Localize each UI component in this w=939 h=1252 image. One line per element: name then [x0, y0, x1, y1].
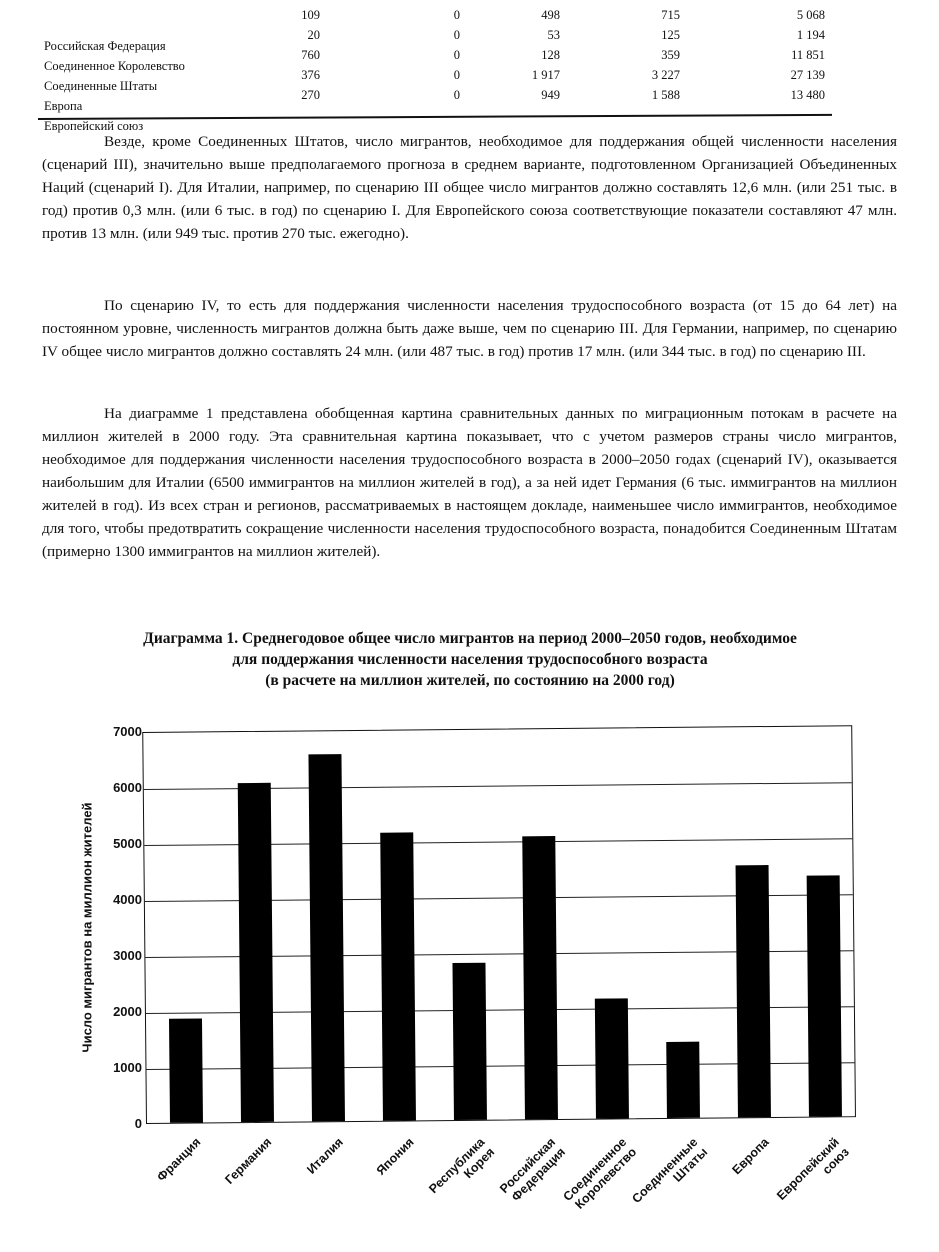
x-tick-label: Республика Корея — [426, 1135, 498, 1197]
x-tick-label: Европа — [729, 1135, 772, 1178]
bar-chart — [70, 715, 890, 1235]
table-row — [40, 46, 840, 73]
table-cell: 376 — [301, 68, 320, 82]
x-tick-label: Соединенные Штаты — [629, 1135, 711, 1207]
bar — [666, 1042, 700, 1118]
table-row — [40, 66, 840, 93]
table-row — [40, 86, 840, 113]
table-cell: 13 480 — [790, 88, 825, 102]
table-row — [40, 26, 840, 53]
paragraph-1: Везде, кроме Соединенных Штатов, число мигрантов, необходимое для поддержания общей численности населения (сценарий III), значительно выше предполагаемого прогноза в среднем варианте, подготовленном Организацией Объединенных Наций (сценарий I). Для Италии, например, по сценарию III общее число мигрантов должно составлять 12,6 млн. (или 251 тыс. в год) против 0,3 млн. (или 6 тыс. в год) по сценарию I. Для Европейского союза соответствующие показатели составляют 47 млн. против 13 млн. (или 949 тыс. против 270 тыс. ежегодно). — [42, 133, 897, 242]
y-axis-label: Число мигрантов на миллион жителей — [79, 802, 95, 1053]
table-cell: 53 — [547, 28, 560, 42]
plot-area — [142, 725, 856, 1124]
y-tick-label: 1000 — [113, 1060, 142, 1075]
caption-line-1: Диаграмма 1. Среднегодовое общее число мигрантов на период 2000–2050 годов, необходимое — [143, 630, 797, 647]
bar — [595, 998, 629, 1119]
table-cell: 5 068 — [796, 8, 825, 22]
y-tick-label: 5000 — [113, 836, 142, 851]
figure-caption — [60, 628, 880, 691]
table-cell: 760 — [301, 48, 320, 62]
x-tick-label: Германия — [222, 1135, 275, 1187]
row-label: Соединенное Королевство — [44, 59, 185, 73]
table-cell: 109 — [301, 8, 320, 22]
table-cell: 11 851 — [791, 48, 825, 62]
table-cell: 498 — [541, 8, 560, 22]
y-tick-label: 3000 — [113, 948, 142, 963]
row-label: Российская Федерация — [44, 39, 166, 53]
table-row — [40, 6, 840, 26]
bar — [308, 754, 345, 1121]
y-tick-label: 6000 — [113, 780, 142, 795]
x-tick-label: Европейский союз — [774, 1135, 853, 1203]
y-tick-label: 7000 — [113, 724, 142, 739]
row-label: Соединенные Штаты — [44, 79, 158, 93]
x-tick-label: Франция — [154, 1135, 204, 1185]
paragraph-3: На диаграмме 1 представлена обобщенная картина сравнительных данных по миграционным потокам в расчете на миллион жителей в 2000 году. Эта сравнительная картина показывает, что с учетом размеров страны число мигрантов, необходимое для поддержания численности населения трудоспособного возраста в 2000–2050 годах (сценарий IV), оказывается наибольшим для Италии (6500 иммигрантов на миллион жителей в год), а за ней идет Германия (6 тыс. иммигрантов на миллион жителей в год). Из всех стран и регионов, рассматриваемых в настоящем докладе, наименьшее число иммигрантов, необходимое для того, чтобы предотвратить сокращение численности населения трудоспособного возраста, понадобится Соединенным Штатам (примерно 1300 иммигрантов на миллион жителей). — [42, 405, 897, 560]
table-cell: 1 588 — [651, 88, 680, 102]
y-tick-label: 2000 — [113, 1004, 142, 1019]
table-cell: 3 227 — [651, 68, 680, 82]
bar — [522, 836, 558, 1119]
x-tick-label: Соединенное Королевство — [560, 1135, 640, 1212]
paragraph-2: По сценарию IV, то есть для поддержания численности населения трудоспособного возраста (от 15 до 64 лет) на постоянном уровне, численность мигрантов должна быть даже выше, чем по сценарию III. Для Германии, например, по сценарию IV общее число мигрантов должно составлять 24 млн. (или 487 тыс. в год) против 17 млн. (или 344 тыс. в год) по сценарию III. — [42, 297, 897, 360]
row-label: Европа — [44, 99, 83, 113]
table-cell: 128 — [541, 48, 560, 62]
y-tick-label: 0 — [134, 1116, 142, 1131]
table-cell: 359 — [661, 48, 680, 62]
table-cell: 949 — [541, 88, 560, 102]
table-cell: 27 139 — [790, 68, 825, 82]
caption-line-2: для поддержания численности населения трудоспособного возраста — [232, 651, 708, 668]
table-cell: 125 — [661, 28, 680, 42]
table-cell: 0 — [453, 8, 460, 22]
x-tick-label: Япония — [373, 1135, 417, 1178]
bar — [736, 865, 771, 1117]
y-tick-label: 4000 — [113, 892, 142, 907]
bar — [452, 963, 487, 1120]
table-cell: 1 917 — [531, 68, 560, 82]
row-label: Европейский союз — [44, 119, 144, 133]
table-cell: 270 — [301, 88, 320, 102]
table-cell: 715 — [661, 8, 680, 22]
bar — [380, 832, 416, 1121]
bar — [238, 783, 274, 1122]
table-cell: 0 — [453, 68, 460, 82]
table-cell: 1 194 — [796, 28, 825, 42]
table-cell: 0 — [453, 88, 460, 102]
x-tick-label: Российская Федерация — [497, 1135, 569, 1205]
bar — [169, 1019, 203, 1123]
table-fragment — [40, 6, 840, 133]
table-cell: 0 — [453, 48, 460, 62]
bar — [807, 876, 842, 1117]
caption-line-3: (в расчете на миллион жителей, по состоянию на 2000 год) — [265, 672, 675, 689]
table-cell: 20 — [307, 28, 320, 42]
table-cell: 0 — [453, 28, 460, 42]
x-tick-label: Италия — [303, 1135, 346, 1177]
